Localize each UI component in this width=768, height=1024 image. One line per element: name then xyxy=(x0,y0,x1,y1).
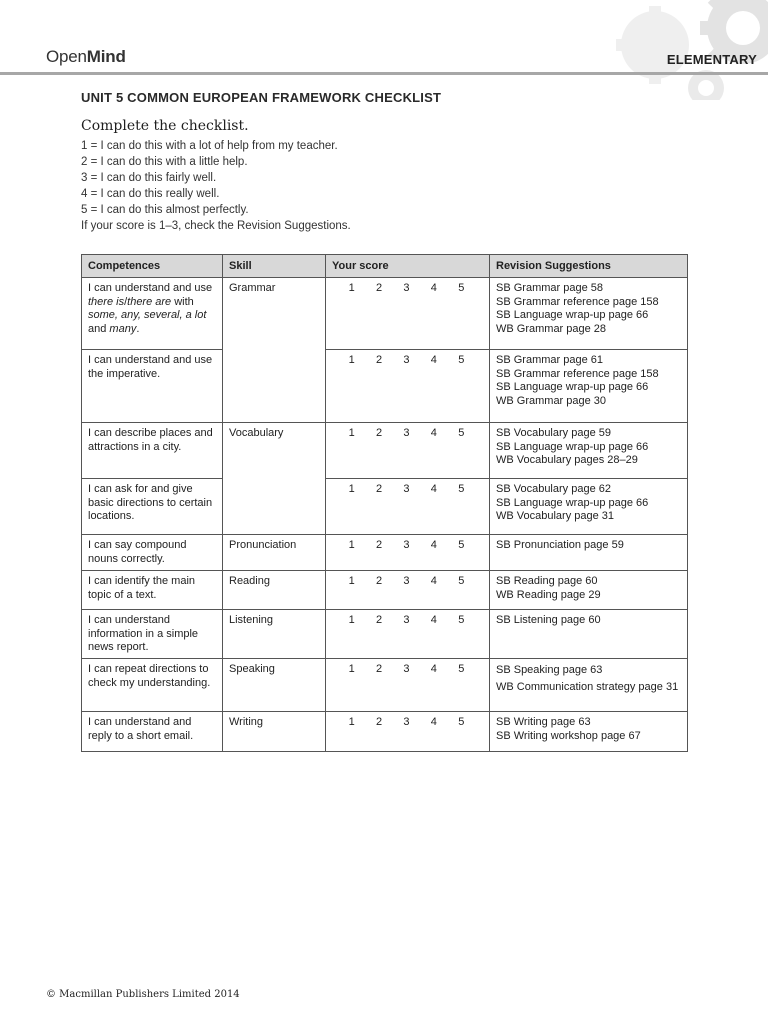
table-header-row xyxy=(82,255,688,278)
competence-cell: I can describe places and attractions in a city. xyxy=(82,423,223,479)
score-option[interactable]: 1 xyxy=(348,427,355,439)
revision-line: SB Grammar reference page 158 xyxy=(496,367,659,380)
score-option[interactable]: 5 xyxy=(458,483,465,495)
score-option[interactable]: 1 xyxy=(348,539,355,551)
revision-line: SB Grammar page 61 xyxy=(496,354,603,366)
revision-line: WB Reading page 29 xyxy=(496,588,601,601)
skill-cell: Speaking xyxy=(223,659,326,712)
score-cell xyxy=(326,479,490,535)
score-option[interactable]: 1 xyxy=(348,483,355,495)
revision-line: WB Vocabulary pages 28–29 xyxy=(496,454,638,466)
revision-line: SB Speaking page 63 xyxy=(496,664,603,676)
score-option[interactable]: 4 xyxy=(430,427,437,439)
header-competences: Competences xyxy=(82,255,223,278)
competence-cell: I can ask for and give basic directions to certain locations. xyxy=(82,479,223,535)
table-row xyxy=(82,350,688,423)
score-option[interactable]: 5 xyxy=(458,282,465,294)
revision-cell xyxy=(490,610,688,659)
score-option[interactable]: 2 xyxy=(376,483,383,495)
revision-cell xyxy=(490,350,688,423)
skill-cell: Writing xyxy=(223,712,326,752)
score-cell xyxy=(326,659,490,712)
score-option[interactable]: 5 xyxy=(458,427,465,439)
competence-cell: I can say compound nouns correctly. xyxy=(82,535,223,571)
score-option[interactable]: 4 xyxy=(430,539,437,551)
brand-logo-bold: Mind xyxy=(86,47,126,66)
revision-cell xyxy=(490,278,688,350)
revision-line: SB Language wrap-up page 66 xyxy=(496,381,649,393)
revision-line: SB Grammar page 58 xyxy=(496,282,603,294)
brand-logo-light: Open xyxy=(46,47,87,66)
score-option[interactable]: 5 xyxy=(458,354,465,366)
score-cell xyxy=(326,610,490,659)
competence-cell: I can understand information in a simple news report. xyxy=(82,610,223,659)
score-option[interactable]: 5 xyxy=(458,539,465,551)
revision-cell xyxy=(490,535,688,571)
score-option[interactable]: 3 xyxy=(403,354,410,366)
score-cell xyxy=(326,535,490,571)
competence-cell: I can understand and use the imperative. xyxy=(82,350,223,423)
score-option[interactable]: 4 xyxy=(430,354,437,366)
score-option[interactable]: 1 xyxy=(348,575,355,587)
revision-line: SB Pronunciation page 59 xyxy=(496,539,624,551)
score-option[interactable]: 4 xyxy=(430,716,437,728)
revision-line: SB Writing page 63 xyxy=(496,716,591,728)
score-option[interactable]: 3 xyxy=(403,282,410,294)
skill-cell: Vocabulary xyxy=(223,423,326,535)
score-cell xyxy=(326,423,490,479)
copyright-footer: © Macmillan Publishers Limited 2014 xyxy=(46,989,240,1000)
score-option[interactable]: 3 xyxy=(403,427,410,439)
scale-line: 2 = I can do this with a little help. xyxy=(81,156,248,168)
score-option[interactable]: 3 xyxy=(403,483,410,495)
score-option[interactable]: 2 xyxy=(376,539,383,551)
score-option[interactable]: 1 xyxy=(348,614,355,626)
table-row xyxy=(82,479,688,535)
instructions-heading: Complete the checklist. xyxy=(81,118,249,134)
score-option[interactable]: 2 xyxy=(376,427,383,439)
revision-line: WB Grammar page 30 xyxy=(496,394,607,407)
revision-cell xyxy=(490,423,688,479)
competence-cell: I can understand and reply to a short email. xyxy=(82,712,223,752)
checklist-table xyxy=(81,254,688,752)
revision-line: SB Grammar reference page 158 xyxy=(496,295,659,308)
score-option[interactable]: 1 xyxy=(348,716,355,728)
score-option[interactable]: 2 xyxy=(376,663,383,675)
scale-line: 4 = I can do this really well. xyxy=(81,188,220,200)
revision-line: SB Language wrap-up page 66 xyxy=(496,496,649,509)
header-skill: Skill xyxy=(223,255,326,278)
table-row xyxy=(82,571,688,610)
score-option[interactable]: 3 xyxy=(403,663,410,675)
revision-line: WB Communication strategy page 31 xyxy=(496,681,679,693)
table-row xyxy=(82,610,688,659)
score-option[interactable]: 3 xyxy=(403,614,410,626)
revision-line: SB Vocabulary page 59 xyxy=(496,427,611,439)
score-option[interactable]: 2 xyxy=(376,354,383,366)
revision-line: SB Writing workshop page 67 xyxy=(496,729,641,742)
score-option[interactable]: 3 xyxy=(403,539,410,551)
table-row xyxy=(82,535,688,571)
page-title: UNIT 5 COMMON EUROPEAN FRAMEWORK CHECKLIST xyxy=(81,90,442,105)
revision-cell xyxy=(490,479,688,535)
score-option[interactable]: 3 xyxy=(403,575,410,587)
revision-line: WB Grammar page 28 xyxy=(496,322,607,335)
revision-line: SB Vocabulary page 62 xyxy=(496,483,611,495)
score-option[interactable]: 4 xyxy=(430,575,437,587)
level-label: ELEMENTARY xyxy=(666,52,757,67)
scale-line: 3 = I can do this fairly well. xyxy=(81,172,217,184)
skill-cell: Grammar xyxy=(223,278,326,423)
table-row xyxy=(82,659,688,712)
score-option[interactable]: 3 xyxy=(403,716,410,728)
revision-cell xyxy=(490,659,688,712)
score-option[interactable]: 4 xyxy=(430,282,437,294)
score-option[interactable]: 4 xyxy=(430,483,437,495)
revision-line: SB Reading page 60 xyxy=(496,575,598,587)
revision-line: SB Language wrap-up page 66 xyxy=(496,440,649,453)
competence-cell: I can repeat directions to check my understanding. xyxy=(82,659,223,712)
score-option[interactable]: 2 xyxy=(376,716,383,728)
scale-line: If your score is 1–3, check the Revision Suggestions. xyxy=(81,220,351,232)
skill-cell: Pronunciation xyxy=(223,535,326,571)
brand-logo xyxy=(46,47,126,67)
score-cell xyxy=(326,712,490,752)
score-option[interactable]: 1 xyxy=(348,282,355,294)
score-option[interactable]: 1 xyxy=(348,663,355,675)
header-revision: Revision Suggestions xyxy=(490,255,688,278)
score-cell xyxy=(326,278,490,350)
score-cell xyxy=(326,571,490,610)
revision-line: SB Listening page 60 xyxy=(496,614,601,626)
table-row xyxy=(82,423,688,479)
score-option[interactable]: 2 xyxy=(376,614,383,626)
score-option[interactable]: 4 xyxy=(430,663,437,675)
table-row xyxy=(82,278,688,350)
table-row xyxy=(82,712,688,752)
header-divider xyxy=(0,72,768,75)
score-option[interactable]: 2 xyxy=(376,282,383,294)
revision-cell xyxy=(490,712,688,752)
score-option[interactable]: 5 xyxy=(458,663,465,675)
competence-cell: I can understand and use there is/there are with some, any, several, a lot and many. xyxy=(82,278,223,350)
score-scale xyxy=(81,138,351,234)
skill-cell: Reading xyxy=(223,571,326,610)
score-option[interactable]: 5 xyxy=(458,575,465,587)
scale-line: 1 = I can do this with a lot of help from my teacher. xyxy=(81,140,338,152)
score-cell xyxy=(326,350,490,423)
score-option[interactable]: 5 xyxy=(458,716,465,728)
score-option[interactable]: 2 xyxy=(376,575,383,587)
score-option[interactable]: 4 xyxy=(430,614,437,626)
header-score: Your score xyxy=(326,255,490,278)
score-option[interactable]: 5 xyxy=(458,614,465,626)
revision-line: SB Language wrap-up page 66 xyxy=(496,309,649,321)
revision-cell xyxy=(490,571,688,610)
competence-cell: I can identify the main topic of a text. xyxy=(82,571,223,610)
score-option[interactable]: 1 xyxy=(348,354,355,366)
scale-line: 5 = I can do this almost perfectly. xyxy=(81,204,249,216)
revision-line: WB Vocabulary page 31 xyxy=(496,510,615,522)
skill-cell: Listening xyxy=(223,610,326,659)
